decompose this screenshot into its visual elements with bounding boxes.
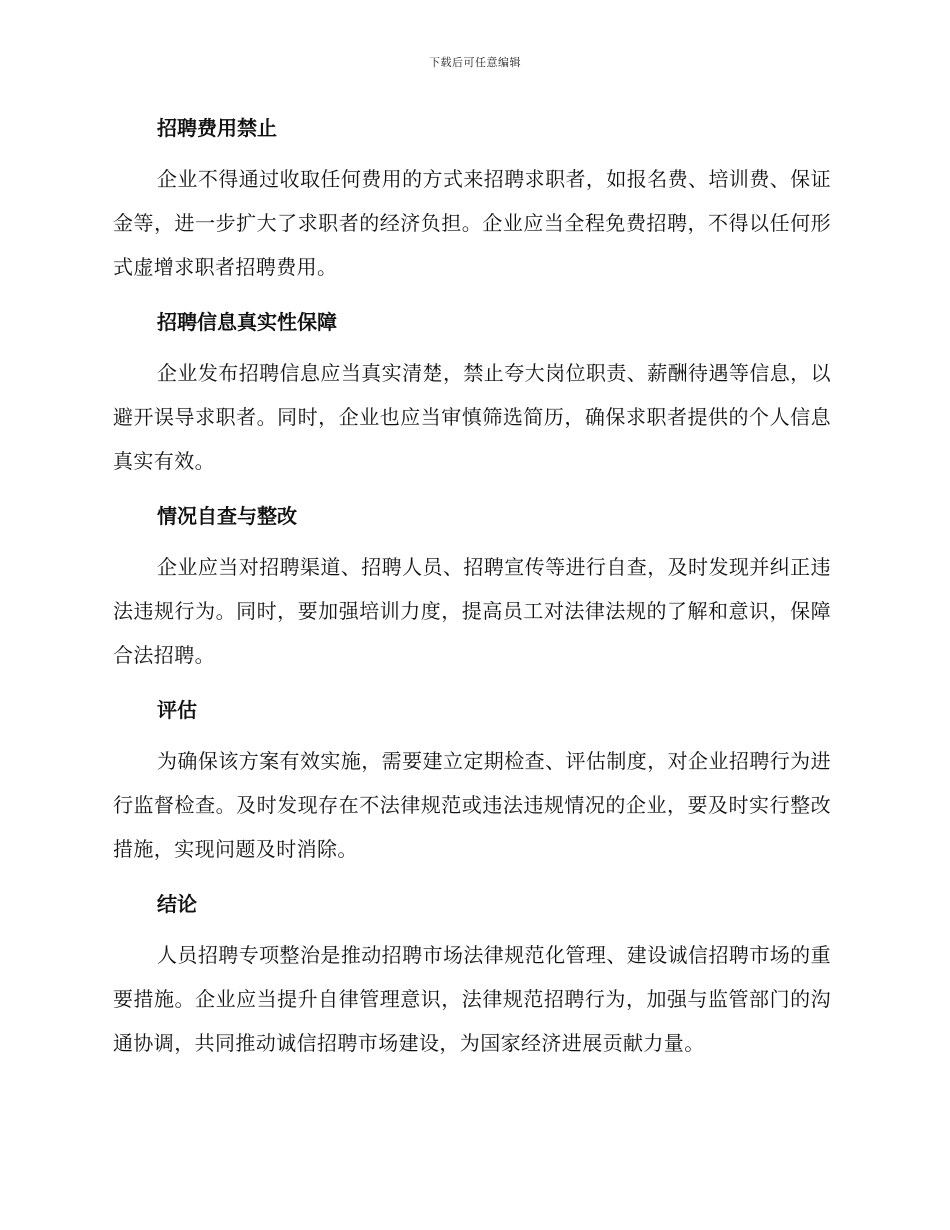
section-paragraph: 人员招聘专项整治是推动招聘市场法律规范化管理、建设诚信招聘市场的重要措施。企业应当提升自律管理意识，法律规范招聘行为，加强与监管部门的沟通协调，共同推动诚信招聘市场建设，为国家经济进展贡献力量。 xyxy=(113,943,831,1055)
section-paragraph: 企业应当对招聘渠道、招聘人员、招聘宣传等进行自查，及时发现并纠正违法违规行为。同时，要加强培训力度，提高员工对法律法规的了解和意识，保障合法招聘。 xyxy=(113,555,831,667)
section-paragraph: 为确保该方案有效实施，需要建立定期检查、评估制度，对企业招聘行为进行监督检查。及时发现存在不法律规范或违法违规情况的企业，要及时实行整改措施，实现问题及时消除。 xyxy=(113,749,831,861)
section-info-authenticity xyxy=(113,306,831,483)
page-header-note: 下载后可任意编辑 xyxy=(429,56,521,69)
section-paragraph: 企业发布招聘信息应当真实清楚，禁止夸大岗位职责、薪酬待遇等信息，以避开误导求职者。同时，企业也应当审慎筛选简历，确保求职者提供的个人信息真实有效。 xyxy=(113,361,831,473)
section-heading: 招聘费用禁止 xyxy=(157,116,277,140)
section-heading: 结论 xyxy=(157,892,197,916)
section-heading: 情况自查与整改 xyxy=(157,504,297,528)
section-self-inspection xyxy=(113,500,831,677)
document-body xyxy=(113,112,831,1065)
section-conclusion xyxy=(113,888,831,1065)
section-recruitment-fee-ban xyxy=(113,112,831,289)
section-heading: 招聘信息真实性保障 xyxy=(157,310,337,334)
section-paragraph: 企业不得通过收取任何费用的方式来招聘求职者，如报名费、培训费、保证金等，进一步扩大了求职者的经济负担。企业应当全程免费招聘，不得以任何形式虚增求职者招聘费用。 xyxy=(113,167,831,279)
section-heading: 评估 xyxy=(157,698,197,722)
section-evaluation xyxy=(113,694,831,871)
